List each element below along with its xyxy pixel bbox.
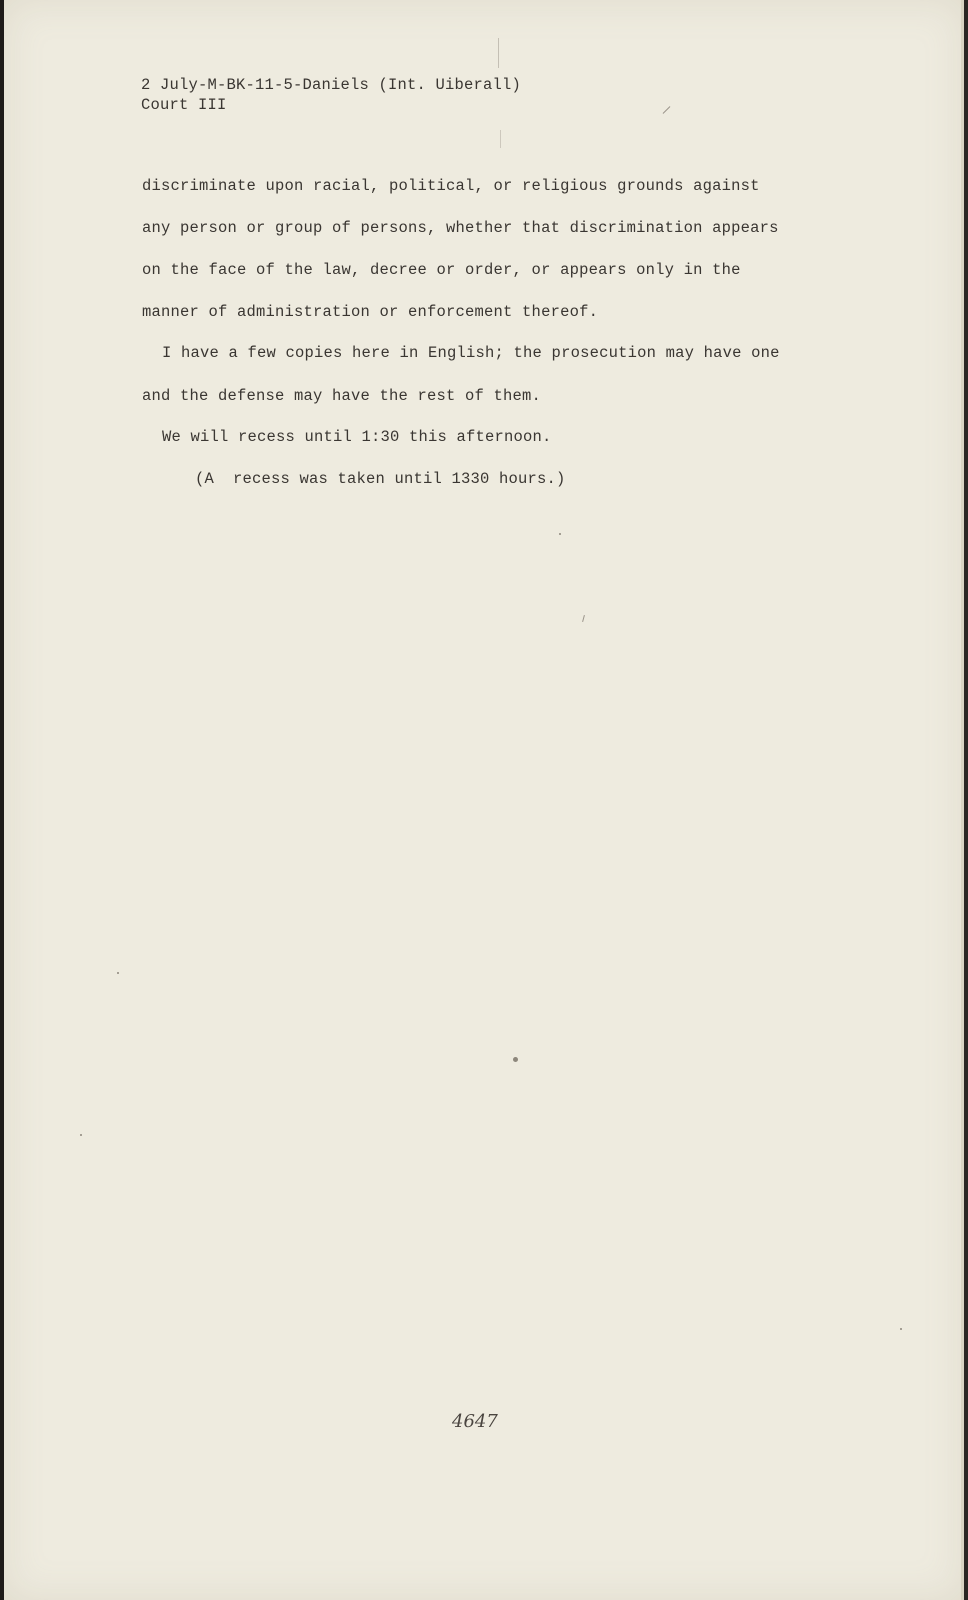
scan-speck [559,533,561,535]
transcript-page [4,0,964,1600]
header-court-line: Court III [141,96,227,114]
body-line-5: I have a few copies here in English; the prosecution may have one [162,344,780,362]
body-line-1: discriminate upon racial, political, or religious grounds against [142,177,760,195]
scan-speck [117,972,119,974]
scan-mark [582,615,585,622]
page-number: 4647 [452,1411,498,1432]
scan-mark [500,130,501,148]
body-line-6: and the defense may have the rest of them. [142,387,542,405]
scan-right-edge [961,0,964,1600]
scan-mark [663,106,671,114]
body-line-4: manner of administration or enforcement thereof. [142,303,599,321]
body-line-7: We will recess until 1:30 this afternoon. [162,428,552,446]
recess-note: (A recess was taken until 1330 hours.) [195,470,566,488]
header-session-line: 2 July-M-BK-11-5-Daniels (Int. Uiberall) [141,76,522,94]
scan-speck [900,1328,902,1330]
body-line-3: on the face of the law, decree or order, or appears only in the [142,261,741,279]
scan-speck [513,1057,518,1062]
scan-mark [498,38,499,68]
scan-speck [80,1134,82,1136]
body-line-2: any person or group of persons, whether that discrimination appears [142,219,779,237]
